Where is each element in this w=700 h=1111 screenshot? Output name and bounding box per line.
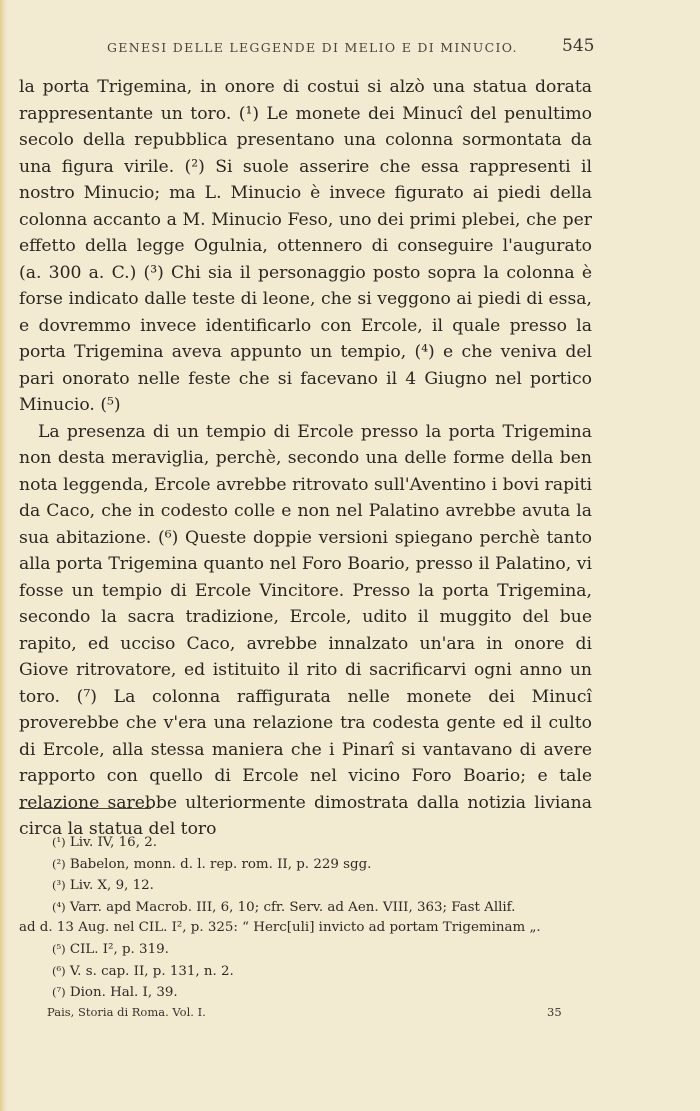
footnote xyxy=(19,875,592,897)
footnote-text: Liv. IV, 16, 2. xyxy=(69,835,157,850)
footnote xyxy=(19,897,592,919)
paragraph: La presenza di un tempio di Ercole presso la porta Trigemina non desta meraviglia, perchè, secondo una delle forme della ben nota leggenda, Ercole avrebbe ritrovato sull'Aventino i bovi rapiti da Caco, che in codesto colle e non nel Palatino avrebbe avuta la sua abitazione. (⁶) Queste doppie versioni spiegano perchè tanto alla porta Trigemina quanto nel Foro Boario, presso il Palatino, vi fosse un tempio di Ercole Vincitore. Presso la porta Trigemina, secondo la sacra tradizione, Ercole, udito il muggito del bue rapito, ed ucciso Caco, avrebbe innalzato un'ara in onore di Giove ritrovatore, ed istituito il rito di sacrificarvi ogni anno un toro. (⁷) La colonna raffigurata nelle monete dei Minucî proverebbe che v'era una relazione tra codesta gente ed il culto di Ercole, alla stessa maniera che i Pinarî si vantavano di avere rapporto con quello di Ercole nel vicino Foro Boario; e tale relazione sarebbe ulteriormente dimostrata dalla notizia liviana circa la statua del toro xyxy=(19,421,592,839)
footnote xyxy=(19,854,592,876)
footnote xyxy=(19,961,592,983)
footnote-divider xyxy=(19,808,151,809)
footnote-text: ad d. 13 Aug. nel CIL. I², p. 325: “ Herc[uli] invicto ad portam Trigeminam „. xyxy=(19,920,541,936)
running-title: GENESI DELLE LEGGENDE DI MELIO E DI MINUCIO. xyxy=(107,40,518,55)
paragraph: la porta Trigemina, in onore di costui si alzò una statua dorata rappresentante un toro. (¹) Le monete dei Minucî del penultimo secolo della repubblica presentano una colonna sormontata da una figura virile. (²) Si suole asserire che essa rappresenti il nostro Minucio; ma L. Minucio è invece figurato ai piedi della colonna accanto a M. Minucio Feso, uno dei primi plebei, che per effetto della legge Ogulnia, ottennero di conseguire l'augurato (a. 300 a. C.) (³) Chi sia il personaggio posto sopra la colonna è forse indicato dalle teste di leone, che si veggono ai piedi di essa, e dovremmo invece identificarlo con Ercole, il quale presso la porta Trigemina aveva appunto un tempio, (⁴) e che veniva del pari onorato nelle feste che si facevano il 4 Giugno nel portico Minucio. (⁵) xyxy=(19,77,592,415)
footnote-marker: (¹) xyxy=(52,835,66,849)
footnote-text: Liv. X, 9, 12. xyxy=(69,878,154,894)
footnote-marker: (³) xyxy=(52,878,66,893)
main-text xyxy=(19,74,592,843)
footnote-marker: (⁷) xyxy=(52,985,66,1000)
signature-number: 35 xyxy=(547,1005,562,1019)
footnote-marker: (⁴) xyxy=(52,899,66,914)
page-edge-shadow xyxy=(0,0,7,1111)
footnote-marker: (⁵) xyxy=(52,941,66,956)
footnote-continuation xyxy=(19,918,592,939)
footnote-marker: (²) xyxy=(52,856,66,871)
footnote-text: Varr. apd Macrob. III, 6, 10; cfr. Serv. ad Aen. VIII, 363; Fast Allif. xyxy=(69,899,516,915)
footnote xyxy=(19,982,592,1004)
footnote-marker: (⁶) xyxy=(52,963,66,978)
footnote-text: CIL. I², p. 319. xyxy=(69,941,169,957)
page-number: 545 xyxy=(562,36,595,56)
page-header xyxy=(0,36,700,60)
footnote-text: Babelon, monn. d. l. rep. rom. II, p. 229 sgg. xyxy=(69,856,372,872)
footnote-text: Dion. Hal. I, 39. xyxy=(69,985,178,1001)
footnote-text: V. s. cap. II, p. 131, n. 2. xyxy=(69,963,234,979)
footnote xyxy=(19,832,592,854)
footnotes xyxy=(19,832,592,1004)
page-footer xyxy=(0,1005,700,1025)
signature-mark: Pais, Storia di Roma. Vol. I. xyxy=(47,1005,206,1019)
footnote xyxy=(19,939,592,961)
